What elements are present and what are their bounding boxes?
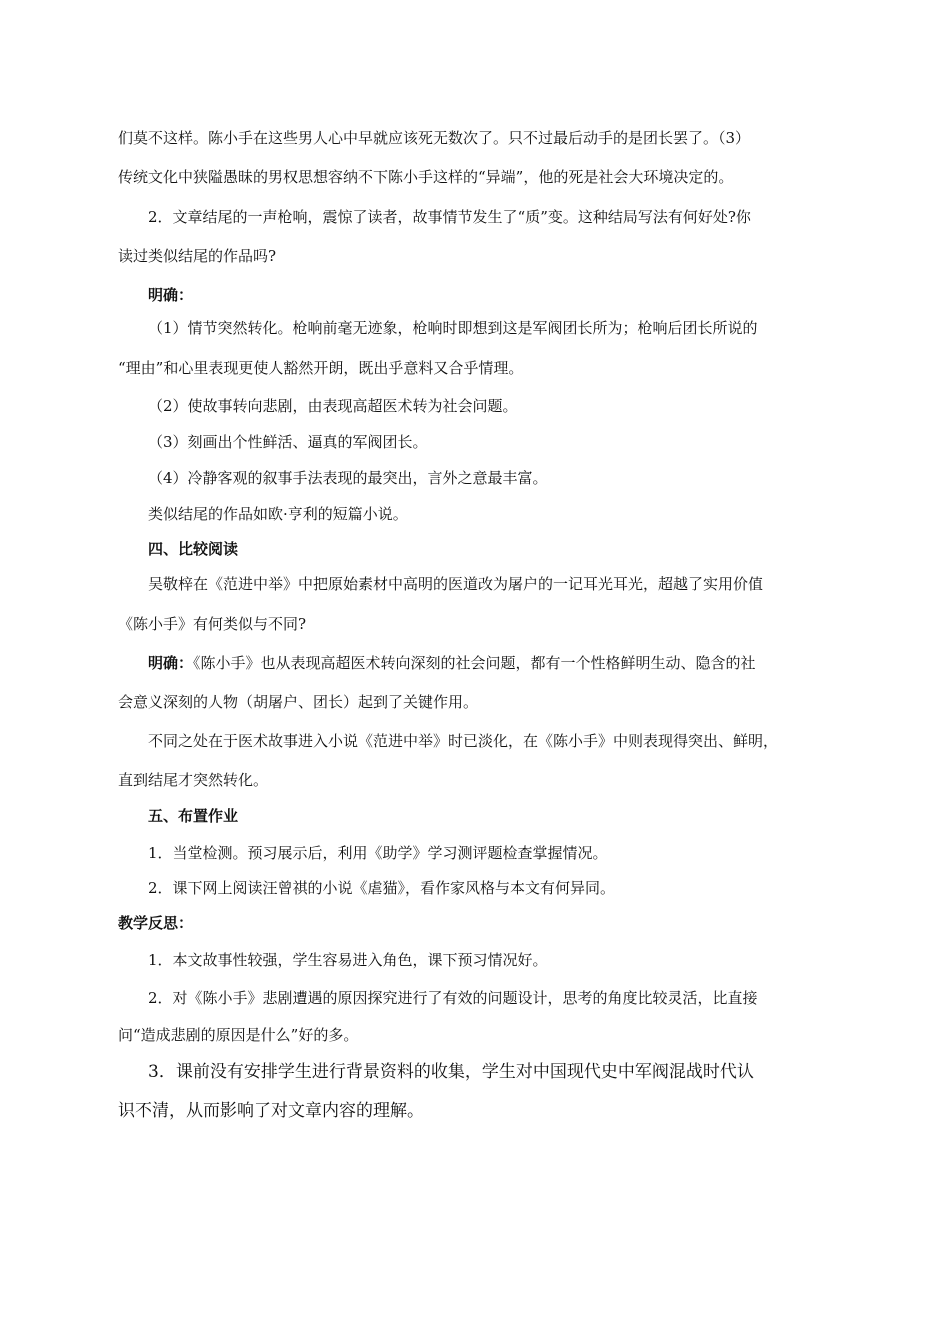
paragraph-line: 《陈小手》有何类似与不同? [118, 615, 307, 633]
paragraph-line: 会意义深刻的人物（胡屠户、团长）起到了关键作用。 [118, 693, 479, 711]
list-item: （3）刻画出个性鲜活、逼真的军阀团长。 [148, 433, 428, 451]
paragraph-line: 直到结尾才突然转化。 [118, 771, 269, 789]
paragraph-line: 识不清，从而影响了对文章内容的理解。 [118, 1101, 424, 1121]
answer-label: 明确： [148, 286, 194, 304]
section-heading: 五、布置作业 [148, 807, 239, 825]
paragraph-line: 类似结尾的作品如欧·亨利的短篇小说。 [148, 505, 408, 523]
list-item: 2．课下网上阅读汪曾祺的小说《虐猫》，看作家风格与本文有何异同。 [148, 879, 616, 897]
question-2-line: 2．文章结尾的一声枪响，震惊了读者，故事情节发生了“质”变。这种结局写法有何好处?你 [148, 208, 751, 226]
answer-text: 《陈小手》也从表现高超医术转向深刻的社会问题，都有一个性格鲜明生动、隐含的社 [193, 654, 756, 672]
list-item: （4）冷静客观的叙事手法表现的最突出，言外之意最丰富。 [148, 469, 548, 487]
paragraph-line: 不同之处在于医术故事进入小说《范进中举》时已淡化，在《陈小手》中则表现得突出、鲜明， [148, 732, 779, 750]
section-heading: 教学反思： [118, 914, 194, 932]
paragraph-line: “理由”和心里表现更使人豁然开朗，既出乎意料又合乎情理。 [118, 359, 524, 377]
list-item: 1．本文故事性较强，学生容易进入角色，课下预习情况好。 [148, 951, 548, 969]
list-item: 3．课前没有安排学生进行背景资料的收集，学生对中国现代史中军阀混战时代认 [148, 1062, 754, 1082]
paragraph-line: 们莫不这样。陈小手在这些男人心中早就应该死无数次了。只不过最后动手的是团长罢了。（3） [118, 129, 751, 147]
answer-paragraph [148, 653, 756, 673]
list-item: （1）情节突然转化。枪响前毫无迹象，枪响时即想到这是军阀团长所为；枪响后团长所说的 [148, 319, 758, 337]
answer-label: 明确： [148, 654, 194, 672]
section-heading: 四、比较阅读 [148, 540, 239, 558]
paragraph-line: 吴敬梓在《范进中举》中把原始素材中高明的医道改为屠户的一记耳光耳光，超越了实用价值 [148, 575, 764, 593]
paragraph-line: 问“造成悲剧的原因是什么”好的多。 [118, 1026, 359, 1044]
list-item: 1．当堂检测。预习展示后，利用《助学》学习测评题检查掌握情况。 [148, 844, 608, 862]
list-item: 2．对《陈小手》悲剧遭遇的原因探究进行了有效的问题设计，思考的角度比较灵活，比直接 [148, 989, 758, 1007]
paragraph-line: 传统文化中狭隘愚昧的男权思想容纳不下陈小手这样的“异端”，他的死是社会大环境决定的。 [118, 168, 734, 186]
list-item: （2）使故事转向悲剧，由表现高超医术转为社会问题。 [148, 397, 518, 415]
paragraph-line: 读过类似结尾的作品吗? [118, 247, 277, 265]
